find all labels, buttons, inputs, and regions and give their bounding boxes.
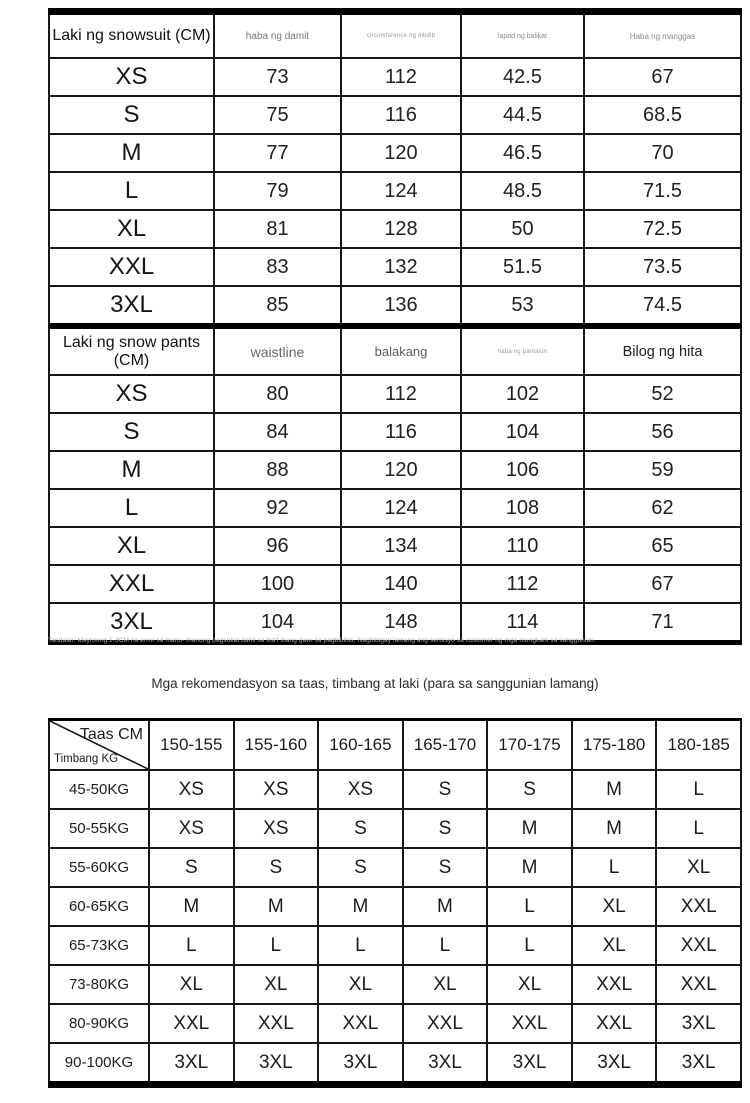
size-recommendation-cell: S xyxy=(487,770,572,809)
value-cell: 100 xyxy=(214,565,341,603)
value-cell: 52 xyxy=(584,375,741,413)
value-cell: 65 xyxy=(584,527,741,565)
value-cell: 112 xyxy=(341,375,461,413)
value-cell: 50 xyxy=(461,210,584,248)
height-column-header: 160-165 xyxy=(318,720,403,771)
size-recommendation-cell: XL xyxy=(572,887,657,926)
weight-label: 50-55KG xyxy=(49,809,149,848)
table-row xyxy=(49,451,741,489)
table-row xyxy=(49,965,741,1004)
value-cell: 110 xyxy=(461,527,584,565)
size-recommendation-cell: L xyxy=(572,848,657,887)
weight-label: 73-80KG xyxy=(49,965,149,1004)
size-recommendation-cell: XXL xyxy=(487,1004,572,1043)
size-recommendation-cell: XS xyxy=(234,809,319,848)
table-row xyxy=(49,172,741,210)
recommendation-header-row xyxy=(49,720,741,771)
value-cell: 120 xyxy=(341,134,461,172)
height-column-header: 150-155 xyxy=(149,720,234,771)
column-header-waistline: waistline xyxy=(214,328,341,376)
value-cell: 51.5 xyxy=(461,248,584,286)
size-cell: XL xyxy=(49,527,214,565)
size-recommendation-cell: M xyxy=(572,770,657,809)
value-cell: 116 xyxy=(341,413,461,451)
size-recommendation-cell: L xyxy=(656,770,741,809)
table-row xyxy=(49,770,741,809)
table-row xyxy=(49,286,741,325)
measurement-disclaimer-note: Tandaan: Mayroong 1-3CM na error sa manu- manong pagsukat dahil sa iba't ibang gawi sa pagbibihis. Nagbibigay lamang ang serbisyo sa customer ng mga mungkahi sa sanggunian. xyxy=(48,636,596,644)
value-cell: 74.5 xyxy=(584,286,741,325)
value-cell: 67 xyxy=(584,565,741,603)
size-recommendation-cell: XS xyxy=(234,770,319,809)
height-column-header: 170-175 xyxy=(487,720,572,771)
table-row xyxy=(49,375,741,413)
snowsuit-header-row xyxy=(49,12,741,59)
table-row xyxy=(49,887,741,926)
size-recommendation-cell: XXL xyxy=(149,1004,234,1043)
column-header-thigh-circumference: Bilog ng hita xyxy=(584,328,741,376)
height-column-header: 155-160 xyxy=(234,720,319,771)
table-row xyxy=(49,926,741,965)
value-cell: 48.5 xyxy=(461,172,584,210)
table-row xyxy=(49,1043,741,1085)
table-row xyxy=(49,210,741,248)
value-cell: 148 xyxy=(341,603,461,643)
snowpants-size-table xyxy=(48,326,742,645)
value-cell: 71 xyxy=(584,603,741,643)
value-cell: 42.5 xyxy=(461,58,584,96)
size-cell: S xyxy=(49,96,214,134)
corner-label-height: Taas CM xyxy=(79,726,143,743)
size-recommendation-cell: XL xyxy=(403,965,488,1004)
value-cell: 124 xyxy=(341,489,461,527)
size-recommendation-cell: XXL xyxy=(656,965,741,1004)
size-cell: M xyxy=(49,451,214,489)
table-row xyxy=(49,527,741,565)
column-header-garment-length: haba ng damit xyxy=(214,12,341,59)
recommendation-heading: Mga rekomendasyon sa taas, timbang at laki (para sa sanggunian lamang) xyxy=(151,676,599,691)
size-recommendation-cell: M xyxy=(403,887,488,926)
size-recommendation-cell: L xyxy=(656,809,741,848)
size-recommendation-cell: S xyxy=(318,848,403,887)
size-recommendation-cell: S xyxy=(149,848,234,887)
value-cell: 46.5 xyxy=(461,134,584,172)
size-recommendation-cell: 3XL xyxy=(572,1043,657,1085)
table-row xyxy=(49,58,741,96)
weight-label: 65-73KG xyxy=(49,926,149,965)
size-recommendation-cell: M xyxy=(572,809,657,848)
value-cell: 96 xyxy=(214,527,341,565)
value-cell: 72.5 xyxy=(584,210,741,248)
value-cell: 132 xyxy=(341,248,461,286)
value-cell: 124 xyxy=(341,172,461,210)
height-column-header: 180-185 xyxy=(656,720,741,771)
size-recommendation-cell: 3XL xyxy=(318,1043,403,1085)
snowsuit-size-table xyxy=(48,8,742,326)
corner-label-weight: Timbang KG xyxy=(54,753,119,765)
size-recommendation-cell: XXL xyxy=(572,1004,657,1043)
value-cell: 116 xyxy=(341,96,461,134)
size-cell: L xyxy=(49,172,214,210)
size-recommendation-cell: 3XL xyxy=(234,1043,319,1085)
value-cell: 67 xyxy=(584,58,741,96)
size-recommendation-cell: XXL xyxy=(403,1004,488,1043)
size-recommendation-cell: 3XL xyxy=(656,1004,741,1043)
size-recommendation-cell: XS xyxy=(149,770,234,809)
value-cell: 106 xyxy=(461,451,584,489)
size-recommendation-cell: XL xyxy=(318,965,403,1004)
height-column-header: 165-170 xyxy=(403,720,488,771)
size-recommendation-cell: S xyxy=(403,770,488,809)
value-cell: 53 xyxy=(461,286,584,325)
size-recommendation-cell: XL xyxy=(149,965,234,1004)
size-recommendation-cell: XXL xyxy=(234,1004,319,1043)
size-recommendation-cell: XL xyxy=(234,965,319,1004)
value-cell: 79 xyxy=(214,172,341,210)
value-cell: 140 xyxy=(341,565,461,603)
value-cell: 83 xyxy=(214,248,341,286)
value-cell: 73.5 xyxy=(584,248,741,286)
value-cell: 128 xyxy=(341,210,461,248)
weight-label: 90-100KG xyxy=(49,1043,149,1085)
size-recommendation-cell: M xyxy=(149,887,234,926)
table-row xyxy=(49,96,741,134)
size-recommendation-cell: L xyxy=(149,926,234,965)
value-cell: 44.5 xyxy=(461,96,584,134)
table-row xyxy=(49,565,741,603)
size-recommendation-cell: XL xyxy=(487,965,572,1004)
size-cell: L xyxy=(49,489,214,527)
table-row xyxy=(49,1004,741,1043)
size-recommendation-cell: XXL xyxy=(318,1004,403,1043)
size-recommendation-cell: L xyxy=(487,926,572,965)
size-recommendation-cell: XL xyxy=(656,848,741,887)
value-cell: 68.5 xyxy=(584,96,741,134)
table-row xyxy=(49,134,741,172)
value-cell: 88 xyxy=(214,451,341,489)
size-cell: XXL xyxy=(49,565,214,603)
weight-label: 80-90KG xyxy=(49,1004,149,1043)
value-cell: 73 xyxy=(214,58,341,96)
snowpants-header-row xyxy=(49,328,741,376)
size-recommendation-cell: M xyxy=(318,887,403,926)
snowpants-table-title: Laki ng snow pants (CM) xyxy=(49,328,214,376)
column-header-hip: balakang xyxy=(341,328,461,376)
size-recommendation-cell: XL xyxy=(572,926,657,965)
column-header-shoulder-width: lapad ng balikat xyxy=(461,12,584,59)
weight-label: 55-60KG xyxy=(49,848,149,887)
snowsuit-table-title: Laki ng snowsuit (CM) xyxy=(49,12,214,59)
value-cell: 112 xyxy=(341,58,461,96)
table-row xyxy=(49,809,741,848)
size-recommendation-cell: L xyxy=(234,926,319,965)
size-recommendation-cell: L xyxy=(487,887,572,926)
value-cell: 102 xyxy=(461,375,584,413)
column-header-pants-length: haba ng pantalon xyxy=(461,328,584,376)
size-recommendation-cell: S xyxy=(403,848,488,887)
size-recommendation-cell: 3XL xyxy=(487,1043,572,1085)
value-cell: 81 xyxy=(214,210,341,248)
value-cell: 114 xyxy=(461,603,584,643)
size-recommendation-cell: M xyxy=(487,848,572,887)
size-cell: 3XL xyxy=(49,603,214,643)
value-cell: 134 xyxy=(341,527,461,565)
weight-label: 60-65KG xyxy=(49,887,149,926)
size-recommendation-cell: S xyxy=(234,848,319,887)
value-cell: 80 xyxy=(214,375,341,413)
value-cell: 77 xyxy=(214,134,341,172)
size-cell: XL xyxy=(49,210,214,248)
size-recommendation-cell: XXL xyxy=(656,926,741,965)
size-recommendation-cell: L xyxy=(403,926,488,965)
value-cell: 108 xyxy=(461,489,584,527)
size-cell: M xyxy=(49,134,214,172)
size-cell: XS xyxy=(49,375,214,413)
table-row xyxy=(49,248,741,286)
value-cell: 56 xyxy=(584,413,741,451)
table-row xyxy=(49,848,741,887)
table-row xyxy=(49,413,741,451)
value-cell: 84 xyxy=(214,413,341,451)
weight-label: 45-50KG xyxy=(49,770,149,809)
corner-header-cell xyxy=(49,720,149,771)
size-recommendation-cell: S xyxy=(403,809,488,848)
size-recommendation-cell: XS xyxy=(149,809,234,848)
value-cell: 120 xyxy=(341,451,461,489)
value-cell: 104 xyxy=(214,603,341,643)
value-cell: 70 xyxy=(584,134,741,172)
size-recommendation-cell: S xyxy=(318,809,403,848)
value-cell: 62 xyxy=(584,489,741,527)
size-cell: S xyxy=(49,413,214,451)
size-recommendation-cell: M xyxy=(487,809,572,848)
value-cell: 75 xyxy=(214,96,341,134)
value-cell: 136 xyxy=(341,286,461,325)
value-cell: 71.5 xyxy=(584,172,741,210)
measurement-tables xyxy=(48,8,742,645)
value-cell: 85 xyxy=(214,286,341,325)
size-cell: XXL xyxy=(49,248,214,286)
size-recommendation-cell: XXL xyxy=(572,965,657,1004)
size-recommendation-cell: 3XL xyxy=(149,1043,234,1085)
size-recommendation-table xyxy=(48,718,742,1088)
size-recommendation-cell: 3XL xyxy=(656,1043,741,1085)
size-cell: 3XL xyxy=(49,286,214,325)
value-cell: 59 xyxy=(584,451,741,489)
column-header-sleeve-length: Haba ng manggas xyxy=(584,12,741,59)
height-column-header: 175-180 xyxy=(572,720,657,771)
size-recommendation-cell: XXL xyxy=(656,887,741,926)
value-cell: 92 xyxy=(214,489,341,527)
size-cell: XS xyxy=(49,58,214,96)
column-header-chest-circumference: circumference ng dibdib xyxy=(341,12,461,59)
table-row xyxy=(49,489,741,527)
size-recommendation-cell: M xyxy=(234,887,319,926)
value-cell: 104 xyxy=(461,413,584,451)
size-recommendation-cell: 3XL xyxy=(403,1043,488,1085)
value-cell: 112 xyxy=(461,565,584,603)
size-recommendation-cell: XS xyxy=(318,770,403,809)
size-recommendation-cell: L xyxy=(318,926,403,965)
